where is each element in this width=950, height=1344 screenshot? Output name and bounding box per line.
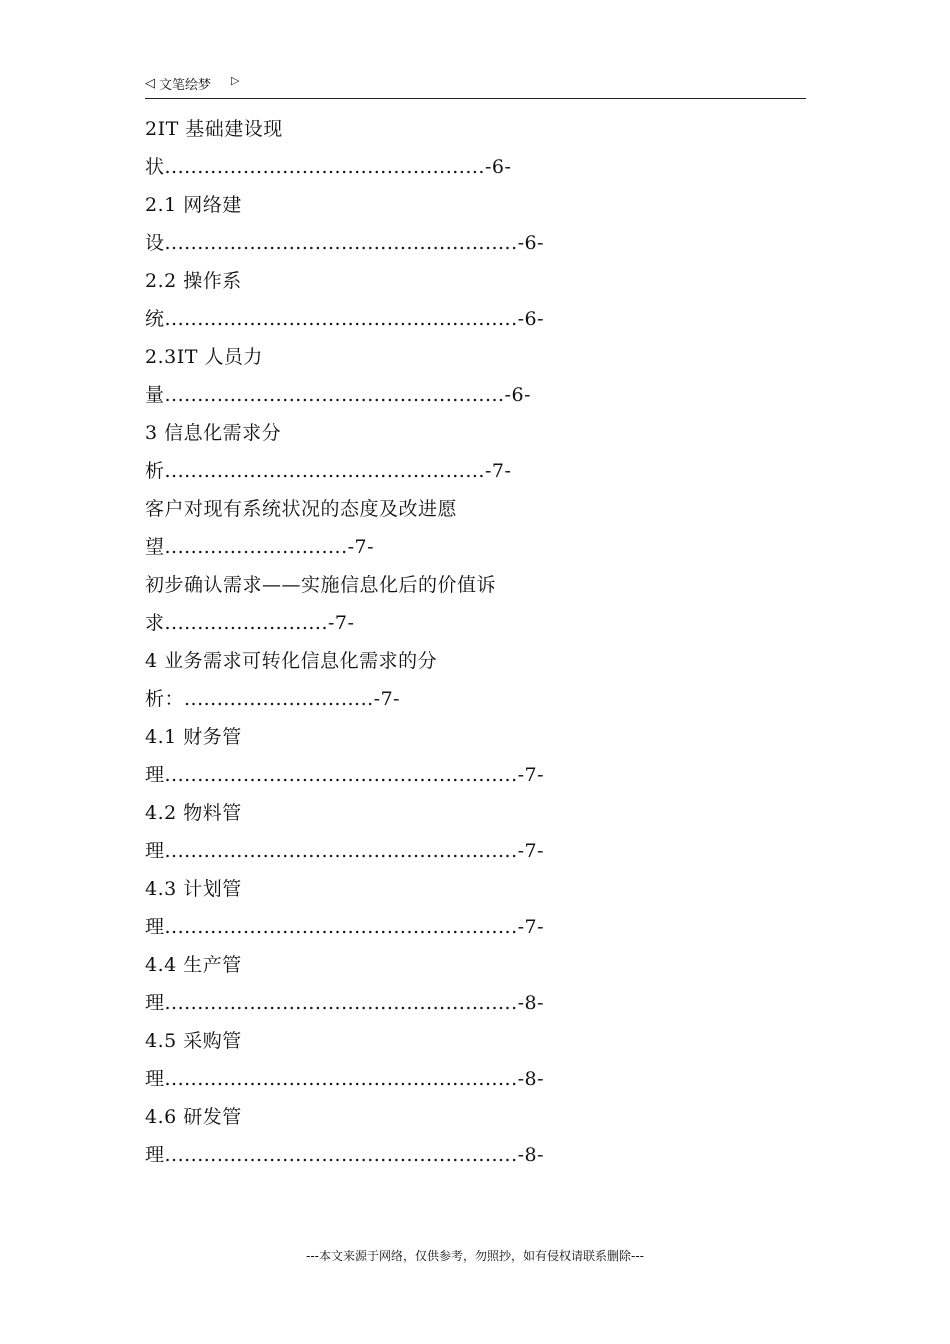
header-title: 文笔绘梦	[159, 78, 212, 93]
toc-line: 4 业务需求可转化信息化需求的分	[145, 650, 438, 672]
toc-line: 理......................................................-7-	[145, 840, 545, 862]
toc-line: 理......................................................-7-	[145, 764, 545, 786]
toc-line: 统......................................................-6-	[145, 308, 545, 330]
toc-line: 4.6 研发管	[145, 1106, 242, 1128]
toc-line: 4.3 计划管	[145, 878, 242, 900]
toc-line: 望............................-7-	[145, 536, 375, 558]
toc-line: 理......................................................-8-	[145, 1068, 545, 1090]
toc-line: 2.2 操作系	[145, 270, 242, 292]
toc-line: 初步确认需求——实施信息化后的价值诉	[145, 574, 497, 596]
footer-disclaimer: ---本文来源于网络，仅供参考，勿照抄，如有侵权请联系删除---	[306, 1249, 644, 1263]
toc-line: 求.........................-7-	[145, 612, 355, 634]
page-header	[145, 72, 806, 99]
toc-line: 2.1 网络建	[145, 194, 242, 216]
toc-line: 4.2 物料管	[145, 802, 242, 824]
toc-line: 理......................................................-8-	[145, 992, 545, 1014]
toc-line: 析：.............................-7-	[145, 688, 401, 710]
toc-line: 量....................................................-6-	[145, 384, 531, 406]
header-brand	[145, 74, 211, 93]
toc-line: 4.5 采购管	[145, 1030, 242, 1052]
table-of-contents	[145, 110, 825, 1174]
toc-line: 理......................................................-7-	[145, 916, 545, 938]
triangle-right-icon: ▷	[231, 74, 240, 87]
toc-line: 客户对现有系统状况的态度及改进愿	[145, 498, 458, 520]
toc-line: 4.1 财务管	[145, 726, 242, 748]
toc-line: 3 信息化需求分	[145, 422, 282, 444]
toc-line: 2IT 基础建设现	[145, 118, 283, 140]
toc-line: 设......................................................-6-	[145, 232, 545, 254]
toc-line: 状.................................................-6-	[145, 156, 512, 178]
toc-line: 4.4 生产管	[145, 954, 242, 976]
toc-line: 理......................................................-8-	[145, 1144, 545, 1166]
toc-line: 2.3IT 人员力	[145, 346, 263, 368]
triangle-left-icon: ◁	[145, 76, 155, 91]
toc-line: 析.................................................-7-	[145, 460, 512, 482]
